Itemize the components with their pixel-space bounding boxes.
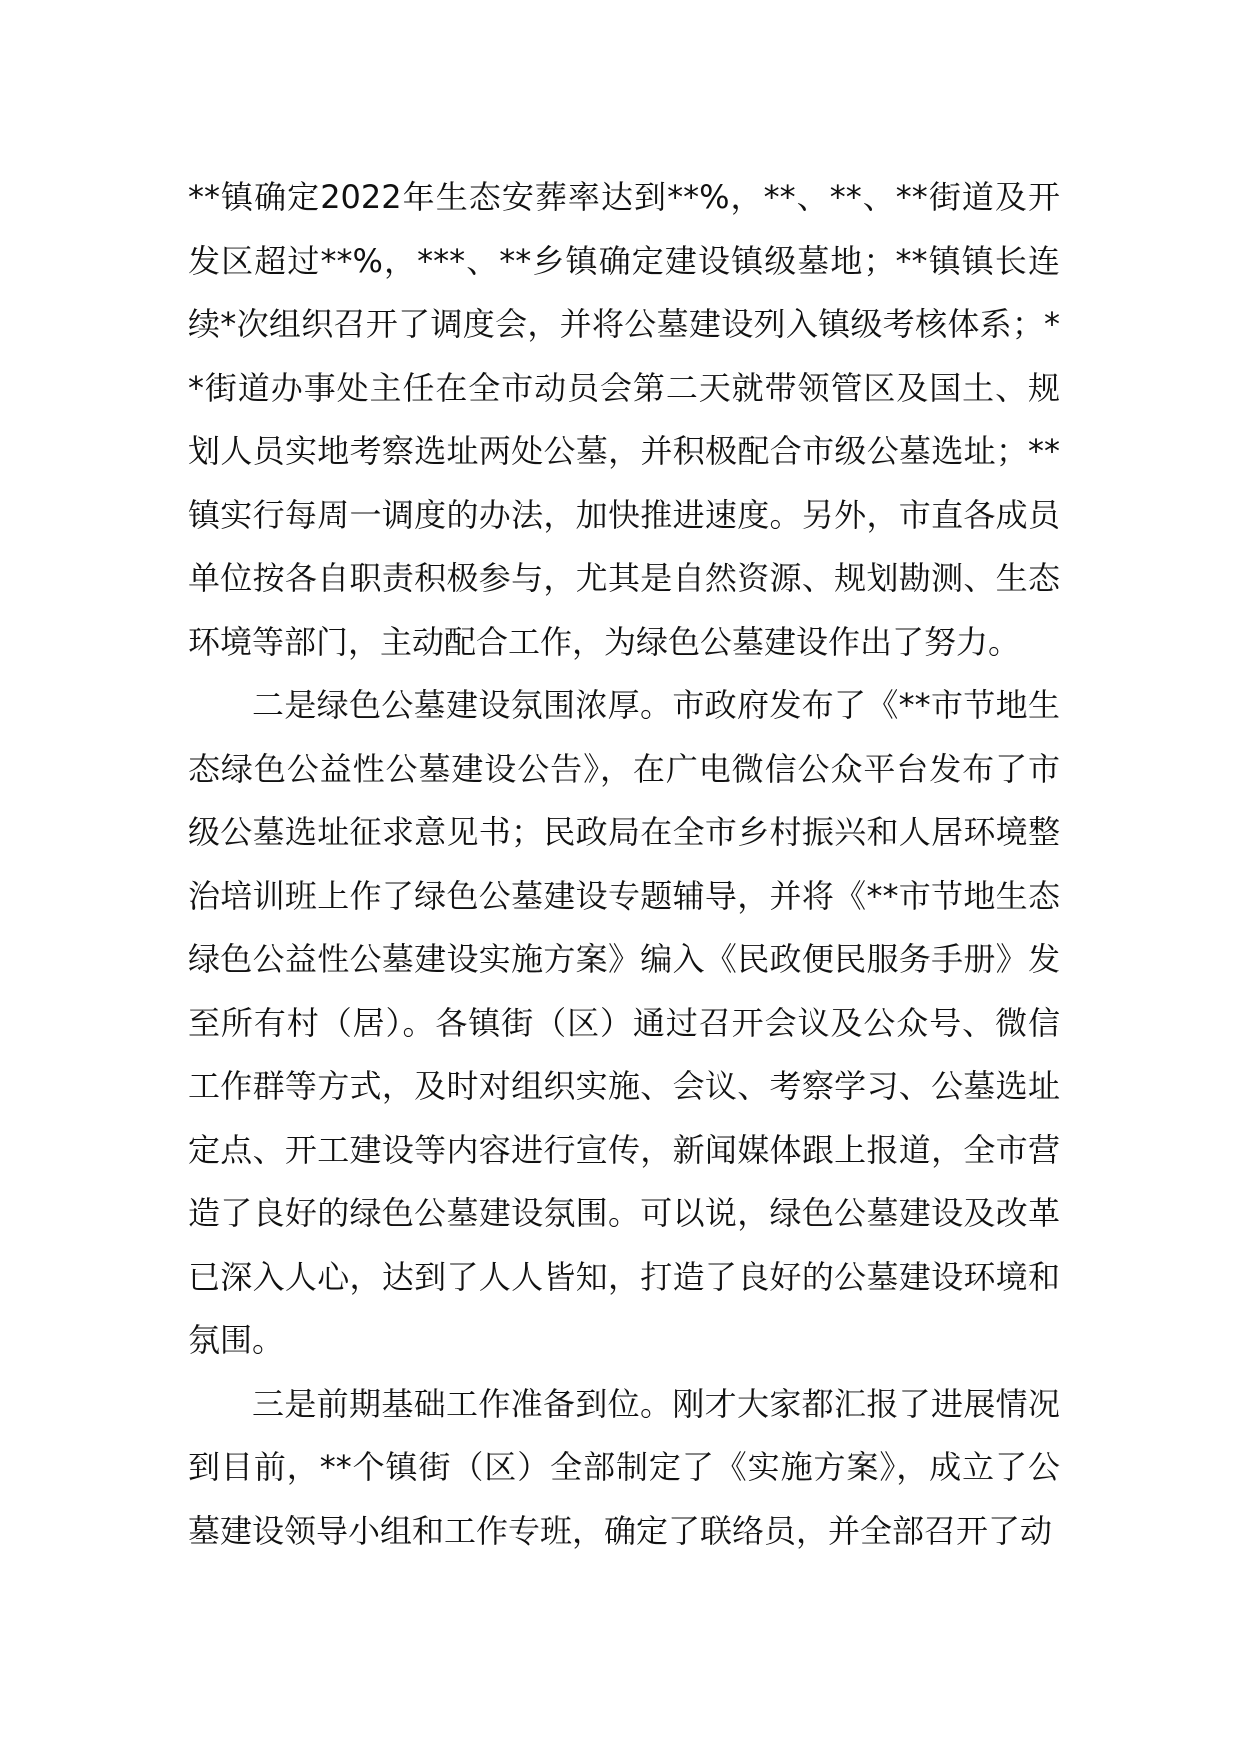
paragraph-second-point: 二是绿色公墓建设氛围浓厚。市政府发布了《**市节地生态绿色公益性公墓建设公告》，在广电微信公众平台发布了市级公墓选址征求意见书；民政局在全市乡村振兴和人居环境整治培训班上作了绿色公墓建设专题辅导，并将《**市节地生态绿色公益性公墓建设实施方案》编入《民政便民服务手册》发至所有村（居）。各镇街（区）通过召开会议及公众号、微信工作群等方式，及时对组织实施、会议、考察学习、公墓选址定点、开工建设等内容进行宣传，新闻媒体跟上报道，全市营造了良好的绿色公墓建设氛围。可以说，绿色公墓建设及改革已深入人心，达到了人人皆知，打造了良好的公墓建设环境和氛围。	[188, 686, 1060, 1359]
paragraph-continuation: **镇确定2022年生态安葬率达到**%，**、**、**街道及开发区超过**%，***、**乡镇确定建设镇级墓地；**镇镇长连续*次组织召开了调度会，并将公墓建设列入镇级考核体系；**街道办事处主任在全市动员会第二天就带领管区及国土、规划人员实地考察选址两处公墓，并积极配合市级公墓选址；**镇实行每周一调度的办法，加快推进速度。另外，市直各成员单位按各自职责积极参与，尤其是自然资源、规划勘测、生态环境等部门，主动配合工作，为绿色公墓建设作出了努力。	[188, 178, 1060, 661]
paragraph-third-point: 三是前期基础工作准备到位。刚才大家都汇报了进展情况到目前，**个镇街（区）全部制定了《实施方案》，成立了公墓建设领导小组和工作专班，确定了联络员，并全部召开了动	[188, 1384, 1060, 1550]
document-body	[188, 166, 1060, 1563]
